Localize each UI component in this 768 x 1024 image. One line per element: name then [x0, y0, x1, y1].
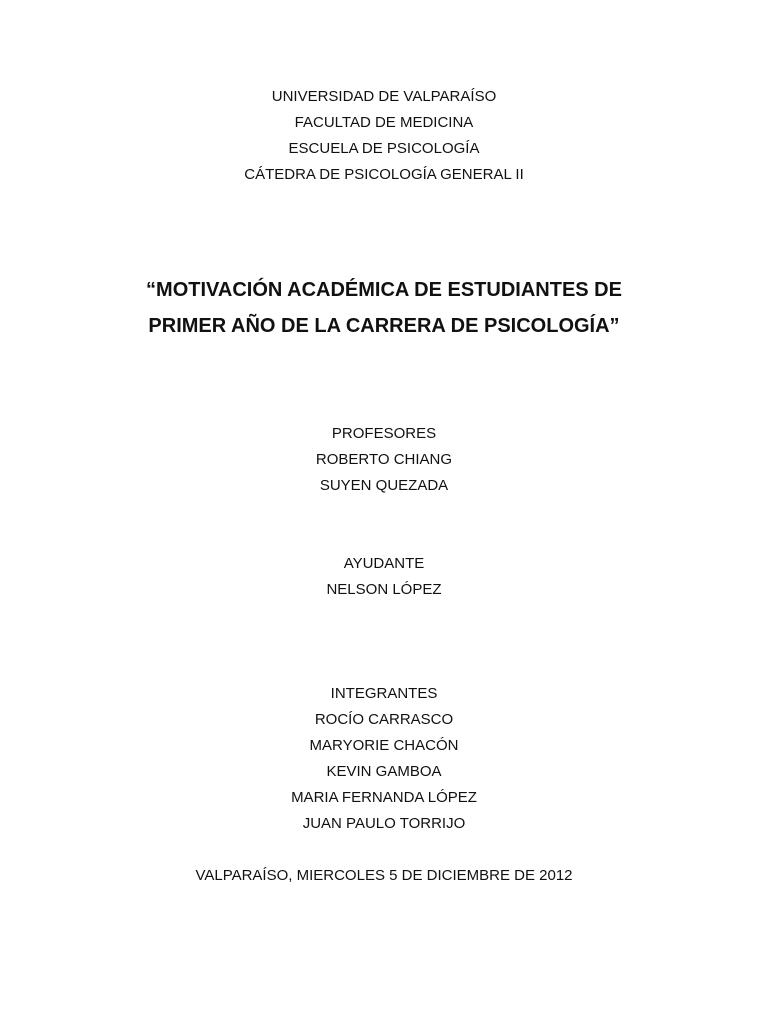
member-name: MARIA FERNANDA LÓPEZ	[291, 789, 477, 806]
member-name: ROCÍO CARRASCO	[314, 711, 454, 728]
professors-heading: PROFESORES	[331, 425, 437, 442]
assistant-name: NELSON LÓPEZ	[326, 581, 442, 598]
professor-name: ROBERTO CHIANG	[315, 451, 453, 468]
member-name: KEVIN GAMBOA	[326, 763, 442, 780]
faculty-name: FACULTAD DE MEDICINA	[294, 114, 474, 131]
document-title-line-2: PRIMER AÑO DE LA CARRERA DE PSICOLOGÍA”	[148, 315, 620, 337]
assistant-heading: AYUDANTE	[343, 555, 425, 572]
place-and-date: VALPARAÍSO, MIERCOLES 5 DE DICIEMBRE DE 2012	[195, 867, 573, 884]
member-name: JUAN PAULO TORRIJO	[302, 815, 466, 832]
university-name: UNIVERSIDAD DE VALPARAÍSO	[271, 88, 497, 105]
member-name: MARYORIE CHACÓN	[309, 737, 459, 754]
members-heading: INTEGRANTES	[330, 685, 438, 702]
chair-name: CÁTEDRA DE PSICOLOGÍA GENERAL II	[244, 166, 524, 183]
school-name: ESCUELA DE PSICOLOGÍA	[288, 140, 480, 157]
document-title-line-1: “MOTIVACIÓN ACADÉMICA DE ESTUDIANTES DE	[146, 279, 622, 301]
professor-name: SUYEN QUEZADA	[319, 477, 449, 494]
